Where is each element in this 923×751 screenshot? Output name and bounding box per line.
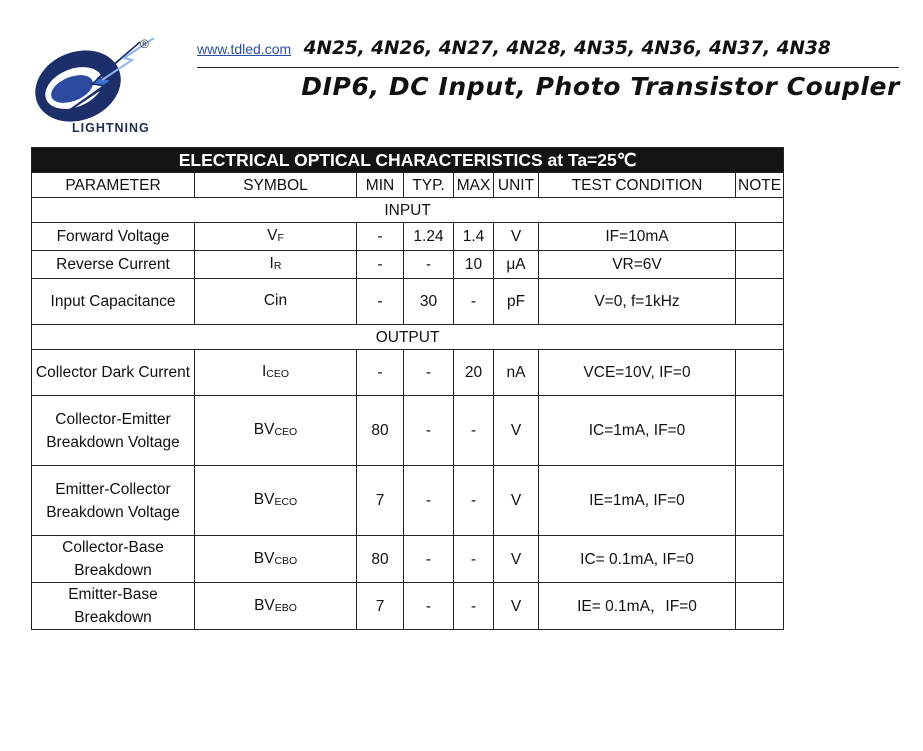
column-header: MAX — [454, 173, 494, 198]
max-cell: - — [454, 466, 494, 536]
table-row — [32, 583, 784, 630]
parameter-cell: Forward Voltage — [32, 223, 195, 251]
typ-cell: - — [404, 583, 454, 630]
min-cell: - — [357, 350, 404, 396]
parameter-cell: Collector-Base Breakdown — [32, 536, 195, 583]
typ-cell: 1.24 — [404, 223, 454, 251]
table-row — [32, 536, 784, 583]
symbol-cell — [195, 536, 357, 583]
condition-cell: VR=6V — [539, 251, 736, 279]
parameter-cell: Emitter-Base Breakdown — [32, 583, 195, 630]
typ-cell: - — [404, 396, 454, 466]
symbol-main: BV — [253, 549, 275, 567]
symbol-main: I — [261, 363, 267, 380]
part-numbers: 4N25, 4N26, 4N27, 4N28, 4N35, 4N36, 4N37, 4N38 — [303, 38, 831, 59]
table-row — [32, 279, 784, 325]
column-header: MIN — [357, 173, 404, 198]
note-cell — [736, 279, 784, 325]
column-header: NOTE — [736, 173, 784, 198]
unit-cell: pF — [494, 279, 539, 325]
section-row-input — [32, 198, 784, 223]
table-row — [32, 223, 784, 251]
condition-cell: IE=1mA, IF=0 — [539, 466, 736, 536]
parameter-cell: Collector Dark Current — [32, 350, 195, 396]
header-line — [197, 38, 897, 64]
parameter-cell: Emitter-Collector Breakdown Voltage — [32, 466, 195, 536]
note-cell — [736, 350, 784, 396]
condition-cell: IC= 0.1mA, IF=0 — [539, 536, 736, 583]
symbol-main: V — [267, 227, 278, 244]
symbol-subscript: R — [273, 260, 282, 272]
typ-cell: - — [404, 536, 454, 583]
registered-mark: ® — [140, 37, 149, 51]
note-cell — [736, 536, 784, 583]
condition-cell: VCE=10V, IF=0 — [539, 350, 736, 396]
min-cell: 7 — [357, 466, 404, 536]
min-cell: - — [357, 251, 404, 279]
electrical-optical-table — [31, 147, 784, 630]
note-cell — [736, 583, 784, 630]
symbol-subscript: CBO — [274, 554, 298, 567]
symbol-subscript: F — [277, 232, 284, 244]
symbol-main: I — [269, 255, 274, 272]
symbol-subscript: ECO — [274, 496, 298, 508]
table-header-row — [32, 173, 784, 198]
symbol-subscript: CEO — [274, 426, 298, 438]
symbol-main: Cin — [263, 292, 288, 309]
column-header: TEST CONDITION — [539, 173, 736, 198]
section-label: OUTPUT — [32, 325, 784, 350]
symbol-subscript: EBO — [274, 601, 297, 614]
condition-cell: IF=10mA — [539, 223, 736, 251]
symbol-cell — [195, 583, 357, 630]
typ-cell: - — [404, 350, 454, 396]
typ-cell: - — [404, 251, 454, 279]
unit-cell: V — [494, 536, 539, 583]
max-cell: 1.4 — [454, 223, 494, 251]
min-cell: 80 — [357, 396, 404, 466]
parameter-cell: Input Capacitance — [32, 279, 195, 325]
symbol-main: BV — [253, 491, 275, 508]
header-divider — [197, 67, 899, 68]
parameter-cell: Collector-Emitter Breakdown Voltage — [32, 396, 195, 466]
parameter-cell: Reverse Current — [32, 251, 195, 279]
unit-cell: nA — [494, 350, 539, 396]
unit-cell: μA — [494, 251, 539, 279]
column-header: UNIT — [494, 173, 539, 198]
unit-cell: V — [494, 223, 539, 251]
unit-cell: V — [494, 583, 539, 630]
max-cell: - — [454, 583, 494, 630]
table-row — [32, 251, 784, 279]
column-header: SYMBOL — [195, 173, 357, 198]
unit-cell: V — [494, 466, 539, 536]
brand-logo — [28, 38, 170, 142]
condition-cell: IC=1mA, IF=0 — [539, 396, 736, 466]
symbol-cell — [195, 466, 357, 536]
document-subtitle: DIP6, DC Input, Photo Transistor Coupler — [301, 72, 900, 101]
note-cell — [736, 251, 784, 279]
symbol-cell — [195, 279, 357, 325]
column-header: TYP. — [404, 173, 454, 198]
symbol-cell — [195, 396, 357, 466]
min-cell: - — [357, 279, 404, 325]
max-cell: - — [454, 396, 494, 466]
min-cell: - — [357, 223, 404, 251]
logo-wordmark: LIGHTNING — [72, 121, 150, 135]
symbol-cell — [195, 350, 357, 396]
section-row-output — [32, 325, 784, 350]
max-cell: - — [454, 279, 494, 325]
symbol-cell — [195, 251, 357, 279]
typ-cell: - — [404, 466, 454, 536]
symbol-subscript: CEO — [266, 368, 290, 380]
note-cell — [736, 466, 784, 536]
table-title: ELECTRICAL OPTICAL CHARACTERISTICS at Ta=25℃ — [32, 148, 784, 173]
website-link[interactable]: www.tdled.com — [197, 41, 292, 57]
table-title-row — [32, 148, 784, 173]
table-row — [32, 466, 784, 536]
note-cell — [736, 223, 784, 251]
symbol-main: BV — [253, 421, 275, 438]
column-header: PARAMETER — [32, 173, 195, 198]
table-row — [32, 350, 784, 396]
symbol-main: BV — [254, 596, 275, 614]
max-cell: - — [454, 536, 494, 583]
note-cell — [736, 396, 784, 466]
min-cell: 80 — [357, 536, 404, 583]
unit-cell: V — [494, 396, 539, 466]
typ-cell: 30 — [404, 279, 454, 325]
section-label: INPUT — [32, 198, 784, 223]
symbol-cell — [195, 223, 357, 251]
condition-cell: IE= 0.1mA，IF=0 — [539, 583, 736, 630]
max-cell: 10 — [454, 251, 494, 279]
min-cell: 7 — [357, 583, 404, 630]
condition-cell: V=0, f=1kHz — [539, 279, 736, 325]
max-cell: 20 — [454, 350, 494, 396]
table-row — [32, 396, 784, 466]
